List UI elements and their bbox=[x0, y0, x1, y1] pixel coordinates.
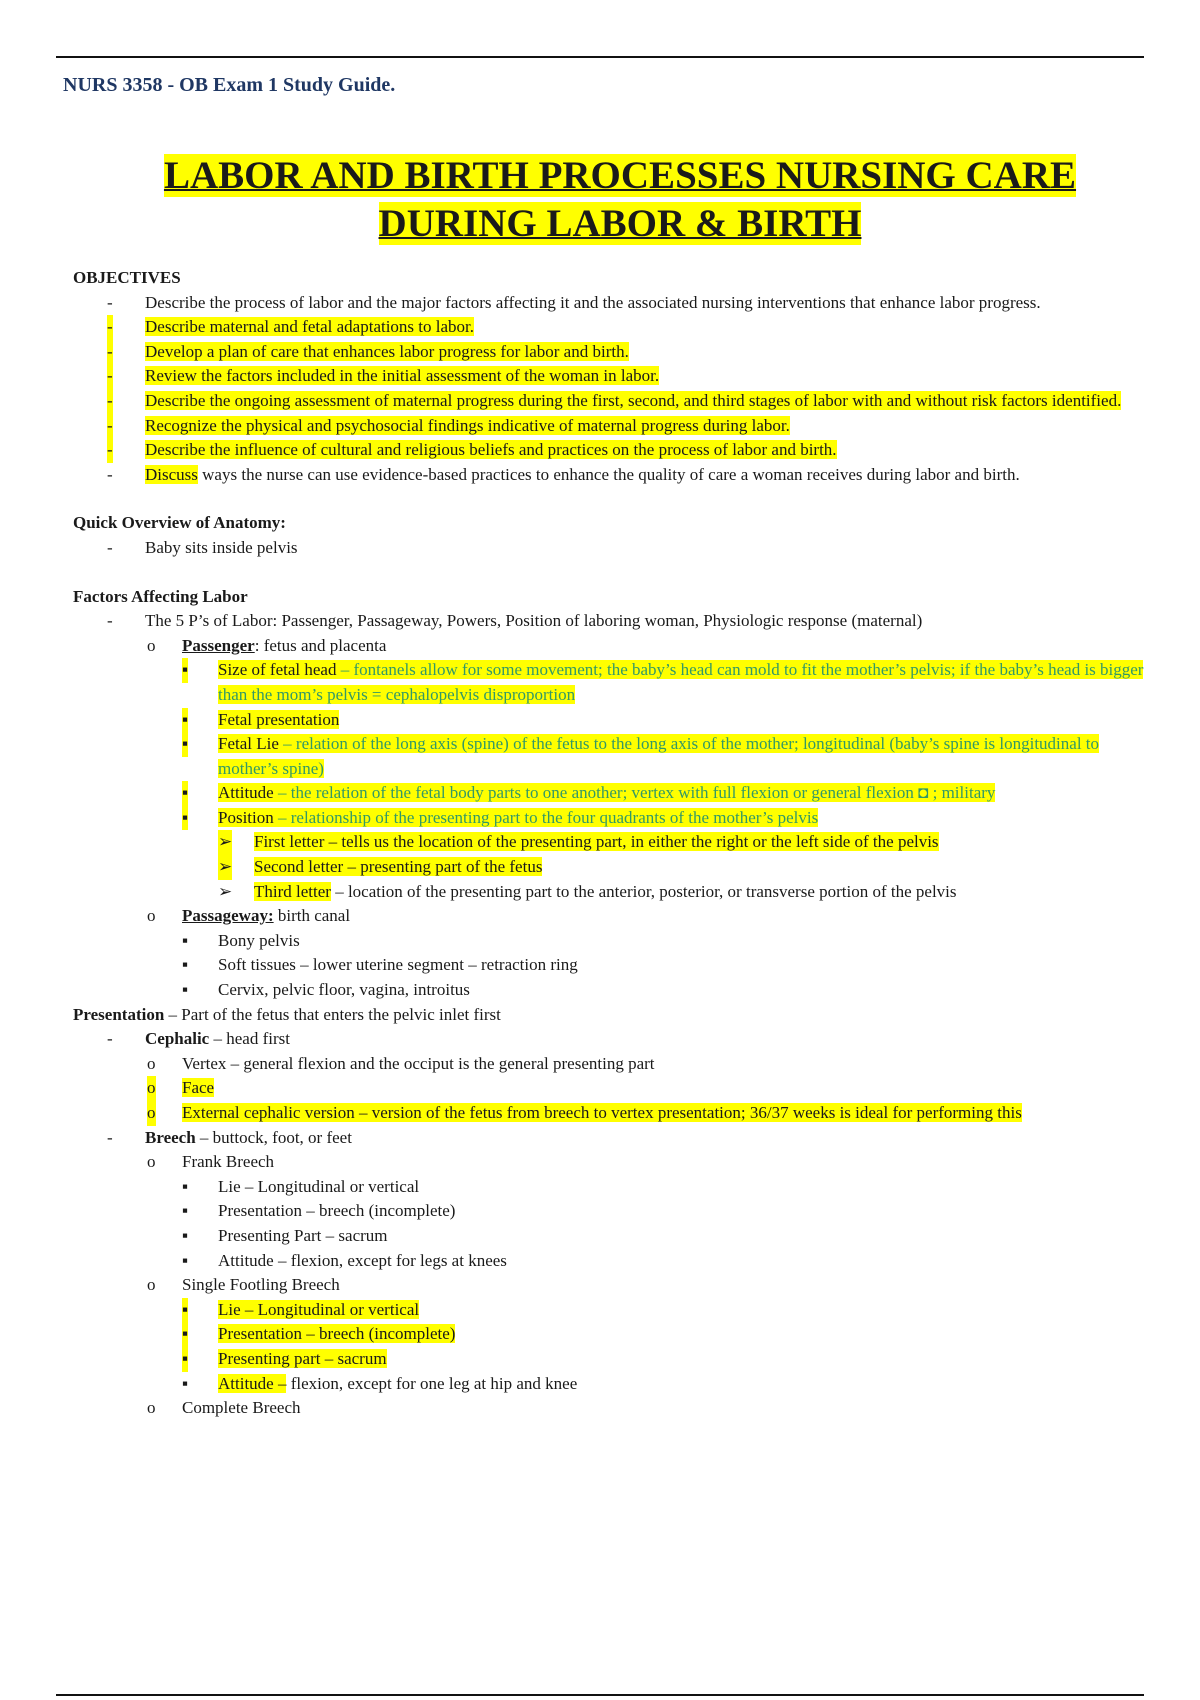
frank-breech-subitem: ▪ Attitude – flexion, except for legs at knees bbox=[182, 1250, 507, 1270]
breech-item: - Breech – buttock, foot, or feet bbox=[107, 1127, 352, 1147]
position-letter-item: ➢ First letter – tells us the location of the presenting part, in either the right or the left side of the pelvis bbox=[73, 830, 1158, 855]
course-title: NURS 3358 - OB Exam 1 Study Guide. bbox=[63, 74, 396, 96]
anatomy-item: - Baby sits inside pelvis bbox=[107, 537, 298, 557]
cephalic-subitem: o Vertex – general flexion and the occiput is the general presenting part bbox=[147, 1053, 655, 1073]
passageway-subitem: ▪ Bony pelvis bbox=[182, 930, 300, 950]
passenger-subitem: ▪ Fetal Lie – relation of the long axis (spine) of the fetus to the long axis of the mother; longitudinal (baby’s spine is longitudinal to mother’s spine) bbox=[182, 734, 1100, 778]
top-rule bbox=[56, 56, 1144, 58]
single-footling-subitem: ▪ Attitude – flexion, except for one leg at hip and knee bbox=[182, 1373, 578, 1393]
single-footling-subitem: ▪ Presentation – breech (incomplete) bbox=[73, 1322, 1158, 1347]
presentation-heading: Presentation – Part of the fetus that enters the pelvic inlet first bbox=[73, 1004, 501, 1024]
objective-item: - Describe the process of labor and the major factors affecting it and the associated nursing interventions that enhance labor progress. bbox=[107, 292, 1041, 312]
frank-breech-subitem: ▪ Presentation – breech (incomplete) bbox=[182, 1201, 456, 1221]
title-line-2: DURING LABOR & BIRTH bbox=[378, 202, 862, 245]
title-line-1: LABOR AND BIRTH PROCESSES NURSING CARE bbox=[163, 154, 1077, 197]
objective-item: - Describe the influence of cultural and religious beliefs and practices on the process of labor and birth. bbox=[73, 438, 1158, 463]
document-body bbox=[73, 266, 1158, 1421]
five-ps-item: - The 5 P’s of Labor: Passenger, Passageway, Powers, Position of laboring woman, Physiologic response (maternal) bbox=[107, 611, 923, 631]
objective-item: - Describe maternal and fetal adaptations to labor. bbox=[73, 315, 1158, 340]
complete-breech-item: o Complete Breech bbox=[147, 1398, 301, 1418]
objectives-heading: OBJECTIVES bbox=[73, 268, 181, 287]
bottom-rule bbox=[56, 1694, 1144, 1696]
objective-item: - Recognize the physical and psychosocial findings indicative of maternal progress during labor. bbox=[73, 414, 1158, 439]
cephalic-subitem: o External cephalic version – version of the fetus from breech to vertex presentation; 36/37 weeks is ideal for performing this bbox=[73, 1101, 1158, 1126]
page-title bbox=[60, 152, 1180, 248]
position-letter-item: ➢ Second letter – presenting part of the fetus bbox=[73, 855, 1158, 880]
anatomy-heading: Quick Overview of Anatomy: bbox=[73, 513, 286, 533]
passenger-subitem: ▪ Size of fetal head – fontanels allow for some movement; the baby’s head can mold to fit the mother’s pelvis; if the baby’s head is bigger than the mom’s pelvis = cephalopelvis disproportion bbox=[182, 660, 1144, 704]
single-footling-item: o Single Footling Breech bbox=[147, 1275, 340, 1295]
passenger-subitem: ▪ Position – relationship of the presenting part to the four quadrants of the mother’s pelvis bbox=[73, 806, 1158, 831]
single-footling-subitem: ▪ Lie – Longitudinal or vertical bbox=[73, 1298, 1158, 1323]
objective-item: - Develop a plan of care that enhances labor progress for labor and birth. bbox=[73, 340, 1158, 365]
factors-heading: Factors Affecting Labor bbox=[73, 586, 248, 606]
objective-item: - Review the factors included in the initial assessment of the woman in labor. bbox=[73, 364, 1158, 389]
single-footling-subitem: ▪ Presenting part – sacrum bbox=[73, 1347, 1158, 1372]
cephalic-subitem: o Face bbox=[73, 1076, 1158, 1101]
passenger-subitem: ▪ Fetal presentation bbox=[73, 708, 1158, 733]
passageway-subitem: ▪ Cervix, pelvic floor, vagina, introitus bbox=[182, 980, 470, 1000]
frank-breech-subitem: ▪ Lie – Longitudinal or vertical bbox=[182, 1176, 420, 1196]
passenger-item: o Passenger: fetus and placenta bbox=[147, 635, 387, 655]
objective-item: - Discuss ways the nurse can use evidence-based practices to enhance the quality of care a woman receives during labor and birth. bbox=[107, 464, 1020, 484]
frank-breech-subitem: ▪ Presenting Part – sacrum bbox=[182, 1225, 388, 1245]
passageway-item: o Passageway: birth canal bbox=[147, 906, 351, 926]
cephalic-item: - Cephalic – head first bbox=[107, 1029, 290, 1049]
passageway-subitem: ▪ Soft tissues – lower uterine segment – retraction ring bbox=[182, 955, 578, 975]
frank-breech-item: o Frank Breech bbox=[147, 1152, 275, 1172]
position-letter-item: ➢ Third letter – location of the presenting part to the anterior, posterior, or transverse portion of the pelvis bbox=[218, 881, 957, 901]
passenger-subitem: ▪ Attitude – the relation of the fetal body parts to one another; vertex with full flexion or general flexion ◘ ; military bbox=[73, 781, 1158, 806]
objective-item: - Describe the ongoing assessment of maternal progress during the first, second, and third stages of labor with and without risk factors identified. bbox=[73, 389, 1158, 414]
